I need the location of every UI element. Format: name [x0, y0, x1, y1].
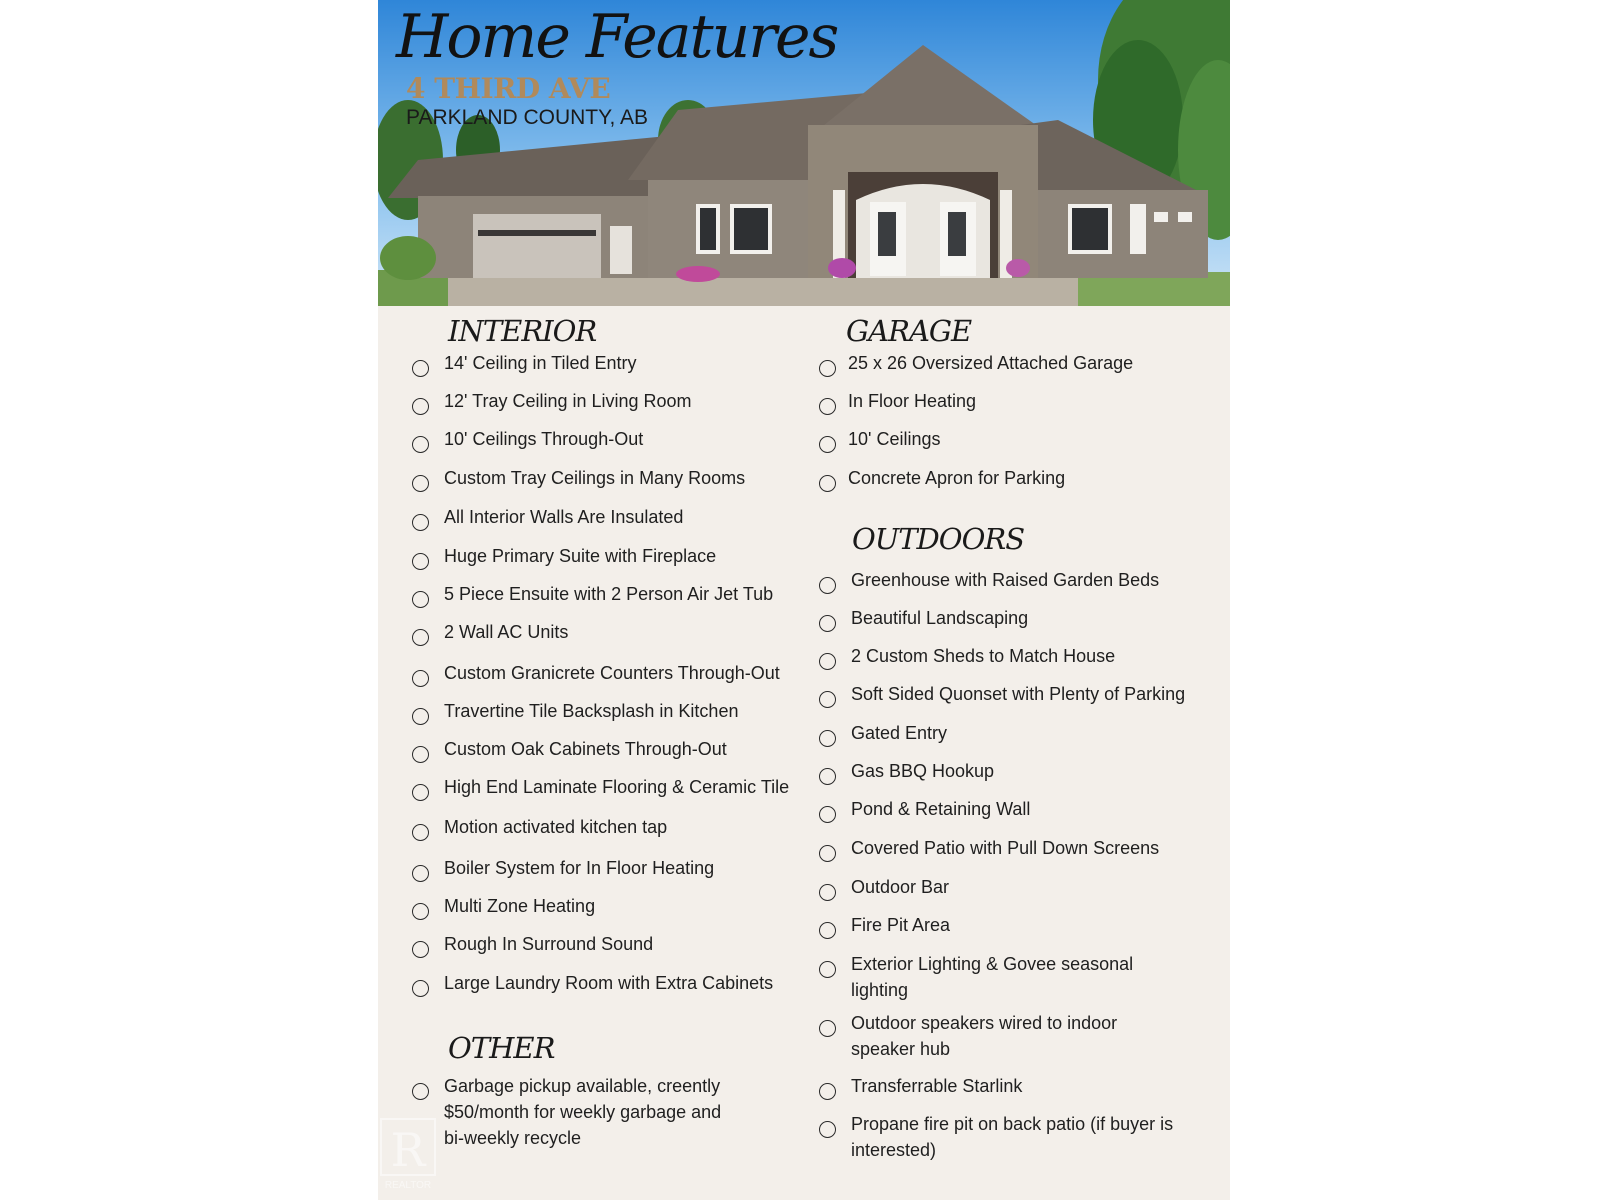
- checkbox-circle-icon[interactable]: [819, 360, 836, 377]
- feature-label: Beautiful Landscaping: [851, 608, 1029, 628]
- checkbox-circle-icon[interactable]: [819, 1020, 836, 1037]
- checkbox-circle-icon[interactable]: [412, 708, 429, 725]
- feature-sheet: [378, 0, 1230, 1200]
- checkbox-circle-icon[interactable]: [819, 845, 836, 862]
- checkbox-circle-icon[interactable]: [412, 436, 429, 453]
- page-title: Home Features: [396, 2, 838, 72]
- feature-label: Rough In Surround Sound: [444, 934, 654, 954]
- realtor-logo-icon: [380, 1118, 436, 1192]
- feature-label: Outdoor speakers wired to indoor: [851, 1013, 1118, 1033]
- feature-label: Large Laundry Room with Extra Cabinets: [444, 973, 774, 993]
- checkbox-circle-icon[interactable]: [412, 865, 429, 882]
- other-heading: OTHER: [448, 1031, 555, 1065]
- checkbox-circle-icon[interactable]: [412, 903, 429, 920]
- checkbox-circle-icon[interactable]: [819, 1083, 836, 1100]
- checkbox-circle-icon[interactable]: [412, 670, 429, 687]
- feature-label: Custom Granicrete Counters Through-Out: [444, 663, 780, 683]
- svg-text:R: R: [390, 1123, 426, 1177]
- feature-label: 14' Ceiling in Tiled Entry: [444, 353, 637, 373]
- checkbox-circle-icon[interactable]: [412, 941, 429, 958]
- checkbox-circle-icon[interactable]: [412, 980, 429, 997]
- checkbox-circle-icon[interactable]: [819, 577, 836, 594]
- feature-label: speaker hub: [851, 1039, 951, 1059]
- feature-label: Soft Sided Quonset with Plenty of Parking: [851, 684, 1186, 704]
- feature-label: Transferrable Starlink: [851, 1076, 1023, 1096]
- feature-label: Multi Zone Heating: [444, 896, 596, 916]
- feature-label: 2 Wall AC Units: [444, 622, 569, 642]
- feature-label: Custom Tray Ceilings in Many Rooms: [444, 468, 746, 488]
- feature-label: 2 Custom Sheds to Match House: [851, 646, 1116, 666]
- checkbox-circle-icon[interactable]: [819, 922, 836, 939]
- feature-label: Boiler System for In Floor Heating: [444, 858, 715, 878]
- checkbox-circle-icon[interactable]: [412, 475, 429, 492]
- checkbox-circle-icon[interactable]: [819, 615, 836, 632]
- property-county: PARKLAND COUNTY, AB: [406, 106, 648, 129]
- hero-house-photo: [378, 0, 1230, 306]
- feature-label: Gas BBQ Hookup: [851, 761, 995, 781]
- checkbox-circle-icon[interactable]: [819, 436, 836, 453]
- checkbox-circle-icon[interactable]: [412, 1083, 429, 1100]
- checkbox-circle-icon[interactable]: [819, 768, 836, 785]
- checkbox-circle-icon[interactable]: [412, 398, 429, 415]
- checkbox-circle-icon[interactable]: [819, 806, 836, 823]
- feature-label: Propane fire pit on back patio (if buyer is: [851, 1114, 1174, 1134]
- feature-label: All Interior Walls Are Insulated: [444, 507, 684, 527]
- checkbox-circle-icon[interactable]: [819, 398, 836, 415]
- feature-label: Garbage pickup available, creently: [444, 1076, 721, 1096]
- feature-label: 25 x 26 Oversized Attached Garage: [848, 353, 1134, 373]
- feature-label: Concrete Apron for Parking: [848, 468, 1066, 488]
- checkbox-circle-icon[interactable]: [819, 961, 836, 978]
- checkbox-circle-icon[interactable]: [819, 691, 836, 708]
- feature-label: Travertine Tile Backsplash in Kitchen: [444, 701, 739, 721]
- feature-label: Motion activated kitchen tap: [444, 817, 668, 837]
- feature-label: lighting: [851, 980, 909, 1000]
- feature-label: interested): [851, 1140, 937, 1160]
- feature-label: Exterior Lighting & Govee seasonal: [851, 954, 1134, 974]
- feature-label: 10' Ceilings: [848, 429, 941, 449]
- checkbox-circle-icon[interactable]: [412, 746, 429, 763]
- feature-label: Greenhouse with Raised Garden Beds: [851, 570, 1160, 590]
- feature-label: 10' Ceilings Through-Out: [444, 429, 644, 449]
- feature-label: Custom Oak Cabinets Through-Out: [444, 739, 727, 759]
- checkbox-circle-icon[interactable]: [819, 730, 836, 747]
- checkbox-circle-icon[interactable]: [412, 553, 429, 570]
- checkbox-circle-icon[interactable]: [412, 629, 429, 646]
- feature-label: Fire Pit Area: [851, 915, 951, 935]
- checkbox-circle-icon[interactable]: [819, 1121, 836, 1138]
- feature-label: Covered Patio with Pull Down Screens: [851, 838, 1160, 858]
- interior-heading: INTERIOR: [448, 314, 597, 348]
- feature-label: Pond & Retaining Wall: [851, 799, 1031, 819]
- checkbox-circle-icon[interactable]: [819, 475, 836, 492]
- feature-label: 5 Piece Ensuite with 2 Person Air Jet Tub: [444, 584, 774, 604]
- realtor-logo-text: REALTOR: [384, 1180, 432, 1191]
- checkbox-circle-icon[interactable]: [819, 884, 836, 901]
- feature-label: In Floor Heating: [848, 391, 977, 411]
- property-address: 4 THIRD AVE: [406, 72, 611, 105]
- checkbox-circle-icon[interactable]: [412, 784, 429, 801]
- garage-heading: GARAGE: [846, 314, 972, 348]
- feature-label: Huge Primary Suite with Fireplace: [444, 546, 717, 566]
- feature-label: High End Laminate Flooring & Ceramic Tile: [444, 777, 790, 797]
- feature-label: 12' Tray Ceiling in Living Room: [444, 391, 692, 411]
- checkbox-circle-icon[interactable]: [412, 360, 429, 377]
- checkbox-circle-icon[interactable]: [412, 514, 429, 531]
- feature-label: $50/month for weekly garbage and: [444, 1102, 722, 1122]
- feature-label: Outdoor Bar: [851, 877, 950, 897]
- feature-label: Gated Entry: [851, 723, 948, 743]
- checkbox-circle-icon[interactable]: [819, 653, 836, 670]
- feature-label: bi-weekly recycle: [444, 1128, 582, 1148]
- checkbox-circle-icon[interactable]: [412, 591, 429, 608]
- checkbox-circle-icon[interactable]: [412, 824, 429, 841]
- outdoors-heading: OUTDOORS: [852, 522, 1025, 556]
